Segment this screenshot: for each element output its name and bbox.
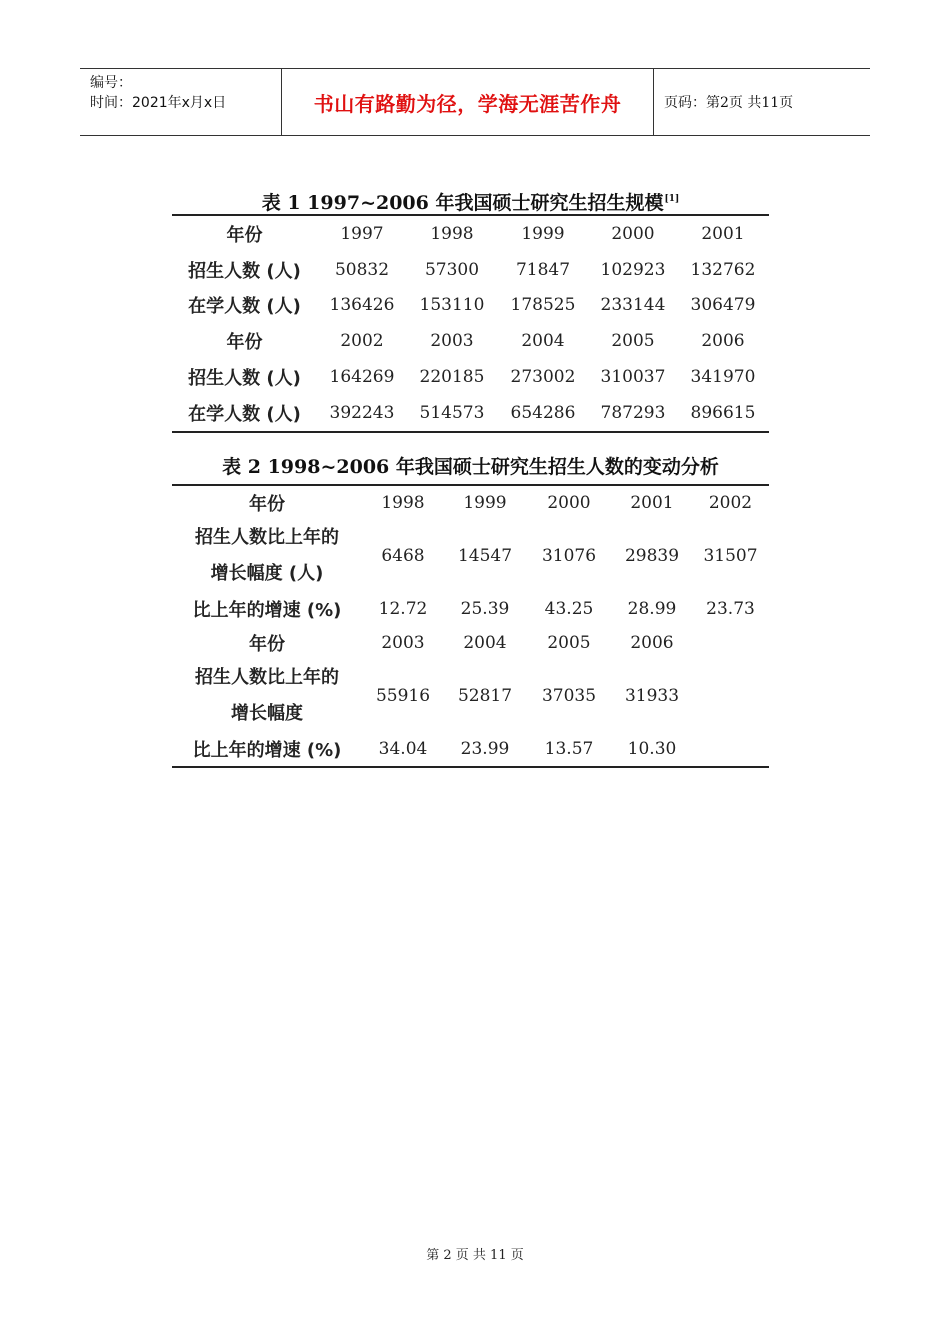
table-row <box>172 215 769 252</box>
table-cell: 2005 <box>547 633 591 653</box>
table-row <box>172 288 769 324</box>
table-cell: 12.72 <box>378 599 428 619</box>
table-cell: 787293 <box>600 402 666 423</box>
page-footer: 第 2 页 共 11 页 <box>426 1248 524 1263</box>
row-label-line: 比上年的增速 (%) <box>192 600 342 621</box>
table-cell: 306479 <box>690 295 756 316</box>
table-row <box>172 520 769 592</box>
row-label <box>172 592 362 626</box>
table-cell: 23.73 <box>706 599 755 619</box>
table-cell: 2002 <box>340 331 384 352</box>
row-label-line: 年份 <box>249 634 285 655</box>
row-label <box>172 626 362 660</box>
table-cell: 50832 <box>334 259 390 280</box>
table-cell: 341970 <box>690 367 756 388</box>
table-cell: 2000 <box>547 493 591 513</box>
table-cell: 514573 <box>419 402 485 423</box>
table-cell <box>692 626 769 660</box>
table-cell: 2004 <box>521 331 565 352</box>
table-cell: 164269 <box>329 367 395 388</box>
row-label <box>172 485 362 520</box>
table2-block <box>172 450 769 768</box>
table-row <box>172 359 769 395</box>
page-header <box>80 68 870 136</box>
table1-caption <box>172 184 769 214</box>
row-label: 招生人数 (人) <box>188 260 301 282</box>
header-meta <box>80 69 282 135</box>
row-label: 在学人数 (人) <box>188 403 301 425</box>
table-cell: 43.25 <box>544 599 594 619</box>
table-cell: 13.57 <box>544 739 594 759</box>
table-row <box>172 395 769 432</box>
table-cell: 132762 <box>690 259 756 280</box>
table-cell: 14547 <box>457 546 513 566</box>
row-label-line: 比上年的增速 (%) <box>192 740 342 761</box>
table-cell: 1997 <box>340 223 384 244</box>
row-label: 在学人数 (人) <box>188 296 301 318</box>
table-cell: 2006 <box>630 633 674 653</box>
table-cell: 1999 <box>463 493 507 513</box>
table-row <box>172 732 769 767</box>
table-cell: 29839 <box>624 546 680 566</box>
table-cell: 2006 <box>701 331 745 352</box>
table-cell: 2003 <box>430 331 474 352</box>
table-cell: 2001 <box>701 223 745 244</box>
table-row <box>172 592 769 626</box>
table-cell: 71847 <box>515 259 571 280</box>
table-row <box>172 485 769 520</box>
table-cell: 102923 <box>600 259 666 280</box>
table-cell: 31507 <box>703 546 758 566</box>
table-cell: 1999 <box>521 223 565 244</box>
table1-block <box>172 184 769 433</box>
table-cell: 55916 <box>375 686 431 706</box>
table-cell: 654286 <box>510 402 576 423</box>
row-label-line: 招生人数比上年的 <box>195 667 339 688</box>
table-cell <box>692 732 769 767</box>
row-label: 招生人数 (人) <box>188 368 301 390</box>
row-label: 年份 <box>226 332 263 354</box>
row-label-line: 增长幅度 (人) <box>210 563 324 584</box>
row-label-line: 招生人数比上年的 <box>195 527 339 548</box>
table2-caption: 表 2 1998~2006 年我国硕士研究生招生人数的变动分析 <box>222 456 719 478</box>
table-cell: 310037 <box>600 367 666 388</box>
table-cell: 2004 <box>463 633 507 653</box>
table-row <box>172 626 769 660</box>
row-label <box>172 732 362 767</box>
table-cell <box>692 660 769 732</box>
table1 <box>172 214 769 433</box>
time-label: 时间：2021年x月x日 <box>90 95 227 111</box>
table-row <box>172 252 769 288</box>
table-cell: 2001 <box>630 493 674 513</box>
table-cell: 23.99 <box>460 739 510 759</box>
table-cell: 52817 <box>457 686 513 706</box>
table-cell: 2003 <box>381 633 425 653</box>
table-cell: 28.99 <box>627 599 677 619</box>
table-cell: 57300 <box>424 259 480 280</box>
row-label-line: 增长幅度 <box>231 703 303 724</box>
table1-caption-text: 表 1 1997~2006 年我国硕士研究生招生规模 <box>261 192 664 214</box>
table-cell: 273002 <box>510 367 576 388</box>
row-label: 年份 <box>226 224 263 246</box>
number-label: 编号： <box>90 75 132 91</box>
header-page-label: 页码：第2页 共11页 <box>664 95 794 111</box>
table1-caption-ref: [1] <box>664 194 680 204</box>
row-label <box>172 520 362 592</box>
table-cell: 34.04 <box>378 739 428 759</box>
table-cell: 392243 <box>329 402 395 423</box>
table-row <box>172 660 769 732</box>
table-cell: 178525 <box>510 295 576 316</box>
table-cell: 6468 <box>381 546 425 566</box>
table-cell: 25.39 <box>460 599 510 619</box>
table-cell: 10.30 <box>627 739 677 759</box>
table-cell: 136426 <box>329 295 395 316</box>
table-cell: 153110 <box>419 295 485 316</box>
table-cell: 2002 <box>708 493 753 513</box>
table-cell: 1998 <box>381 493 425 513</box>
table-cell: 896615 <box>690 402 756 423</box>
table-cell: 2000 <box>611 223 655 244</box>
table-cell: 31933 <box>624 686 680 706</box>
row-label-line: 年份 <box>249 494 285 515</box>
table-row <box>172 323 769 359</box>
table-cell: 31076 <box>541 546 597 566</box>
table-cell: 37035 <box>541 686 597 706</box>
table-cell: 1998 <box>430 223 474 244</box>
table2 <box>172 484 769 768</box>
row-label <box>172 660 362 732</box>
table-cell: 2005 <box>611 331 655 352</box>
header-motto: 书山有路勤为径，学海无涯苦作舟 <box>282 69 654 135</box>
table-cell: 220185 <box>419 367 485 388</box>
table-cell: 233144 <box>600 295 666 316</box>
